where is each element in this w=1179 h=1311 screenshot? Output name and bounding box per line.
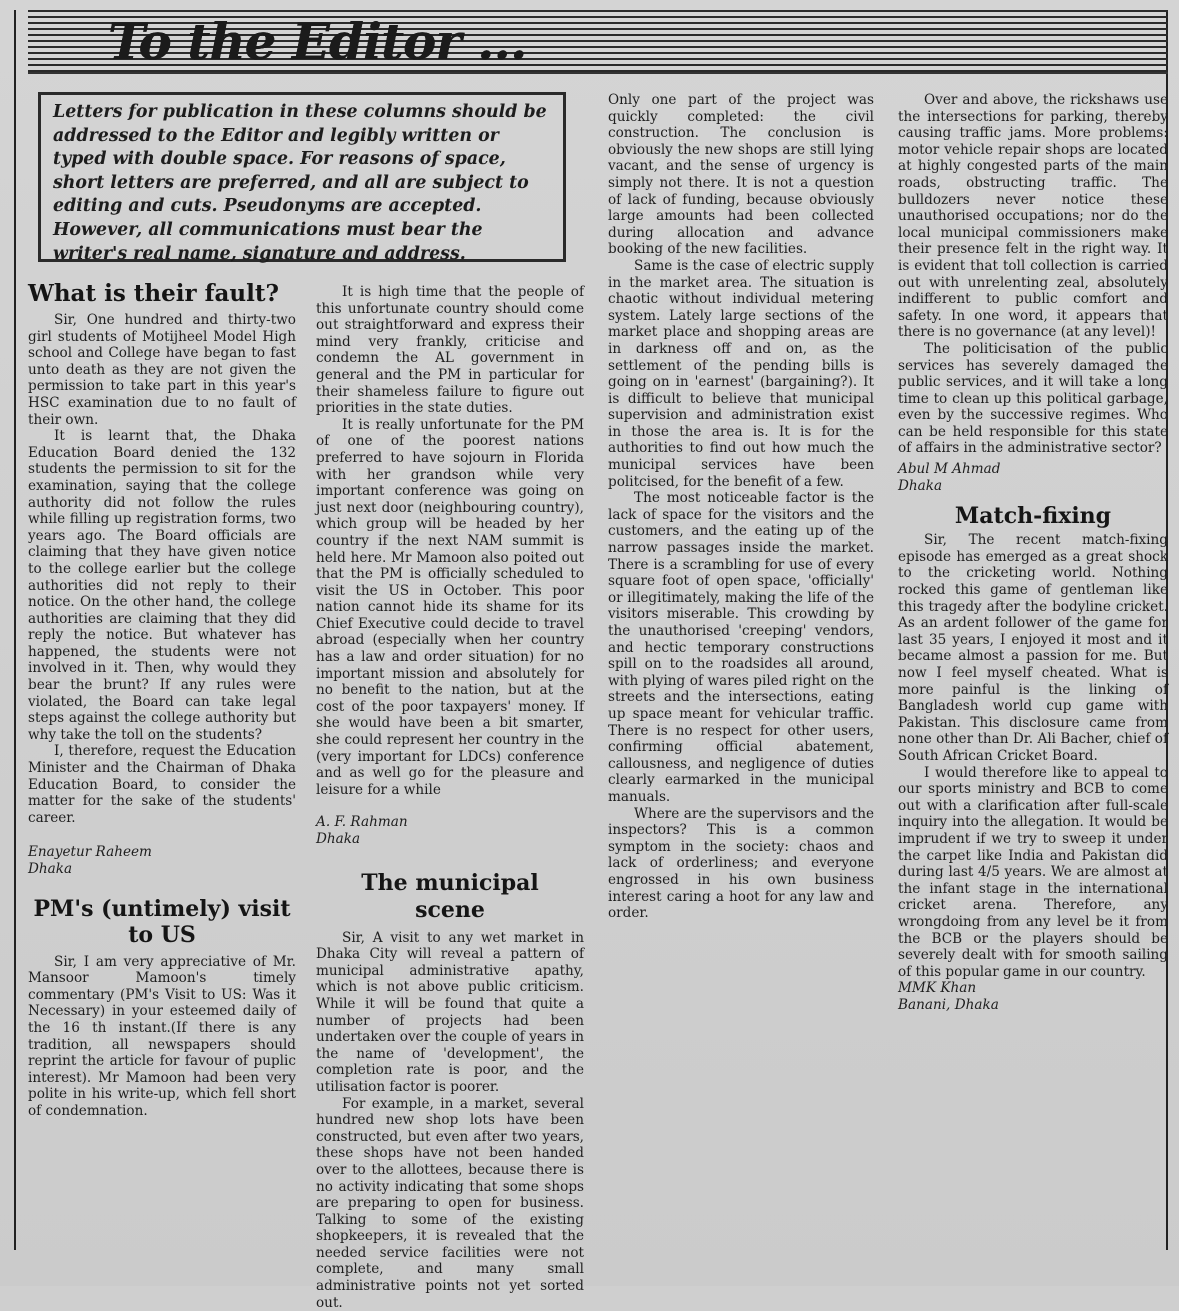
signature-place: Dhaka <box>898 477 943 494</box>
column-1 <box>28 280 296 1120</box>
letter-paragraph: I, therefore, request the Education Minister and the Chairman of Dhaka Education Board, to consider the matter for the sake of the students' career. <box>28 743 296 826</box>
letter-title-match: Match-fixing <box>954 503 1112 530</box>
letter-paragraph: I would therefore like to appeal to our sports ministry and BCB to come out with a clarification after full-scale inquiry into the allegation. It would be imprudent if we try to sweep it under the carpet like India and Pakistan did during last 4/5 years. We are almost at the infant stage in the international cricket arena. Therefore, any wrongdoing from any level be it from the BCB or the players should be severely dealt with for smooth sailing of this popular game in our country. <box>898 764 1168 980</box>
masthead-title: To the Editor ... <box>108 12 527 71</box>
signature-name: Abul M Ahmad <box>898 461 1001 478</box>
letter-paragraph-continued: Only one part of the project was quickly completed: the civil construction. The conclusion is obviously the new shops are still lying vacant, and the sense of urgency is simply not there. It is not a question of lack of funding, because obviously large amounts had been collected during allocation and advance booking of the new facilities. <box>608 92 874 258</box>
masthead-rule <box>28 72 1168 74</box>
letter-title-municipal: The municipal scene <box>361 869 539 923</box>
letter-paragraph: The politicisation of the public services has severely damaged the public services, and it will take a long time to clean up this political garbage, even by the successive regimes. Who can be held responsible for this state of affairs in the administrative sector? <box>898 340 1168 457</box>
editor-notice-box: Letters for publication in these columns should be addressed to the Editor and legibly written or typed with double space. For reasons of space, short letters are preferred, and all are subject to editing and cuts. Pseudonyms are accepted. However, all communications must bear the writer's real name, signature and address. <box>38 92 566 262</box>
signature-name: Enayetur Raheem <box>28 844 152 861</box>
letter-title-fault: What is their fault? <box>28 280 279 307</box>
masthead <box>28 10 1168 72</box>
letter-paragraph: The most noticeable factor is the lack of space for the visitors and the customers, and the eating up of the narrow passages inside the market. There is a scrambling for use of every square foot of open space, 'officially' or illegitimately, making the life of the visitors miserable. This crowding by the unauthorised 'creeping' vendors, and hectic temporary constructions spill on to the roadsides all around, with plying of wares piled right on the streets and the intersections, eating up space meant for vehicular traffic. There is no respect for other users, confirming official abatement, callousness, and negligence of duties clearly earmarked in the municipal manuals. <box>608 490 874 805</box>
letter-paragraph: Over and above, the rickshaws use the intersections for parking, thereby causing traffic jams. More problems: motor vehicle repair shops are located at highly congested parts of the main roads, obstructing traffic. The bulldozers never notice these unauthorised occupations; nor do the local municipal commissioners make their presence felt in the right way. It is evident that toll collection is carried out with unrelenting zeal, absolutely indifferent to public comfort and safety. In one word, it appears that there is no governance (at any level)! <box>898 92 1168 341</box>
signature-name: MMK Khan <box>898 980 977 997</box>
letter-paragraph: Sir, The recent match-fixing episode has emerged as a great shock to the cricketing world. Nothing rocked this game of gentleman like this tragedy after the bodyline cricket. As an ardent follower of the game for last 35 years, I enjoyed it most and it became almost a passion for me. But now I feel myself cheated. What is more painful is the linking of Bangladesh world cup game with Pakistan. This disclosure came from none other than Dr. Ali Bacher, chief of South African Cricket Board. <box>898 532 1168 764</box>
letter-paragraph: It is really unfortunate for the PM of one of the poorest nations preferred to have sojourn in Florida with her grandson while very important conference was going on just next door (neighbouring country), which group will be headed by her country if the next NAM summit is held here. Mr Mamoon also poited out that the PM is officially scheduled to visit the US in October. This poor nation cannot hide its shame for its Chief Executive could decide to travel abroad (especially when her country has a law and order situation) for no important mission and absolutely for no benefit to the nation, but at the cost of the poor taxpayers' money. If she would have been a bit smarter, she could represent her country in the (very important for LDCs) conference and as well go for the pleasure and leisure for a while <box>316 416 584 798</box>
signature-name: A. F. Rahman <box>316 814 408 831</box>
letter-paragraph: For example, in a market, several hundred new shop lots have been constructed, but even after two years, these shops have not been handed over to the allottees, because there is no activity indicating that some shops are preparing to open for business. Talking to some of the existing shopkeepers, it is revealed that the needed service facilities were not complete, and many small administrative points not yet sorted out. <box>316 1095 584 1311</box>
signature-place: Dhaka <box>316 831 361 847</box>
letter-paragraph: It is high time that the people of this unfortunate country should come out straightforward and express their mind very frankly, criticise and condemn the AL government in general and the PM in particular for their shameless failure to figure out priorities in the state duties. <box>316 284 584 417</box>
letter-paragraph: Sir, One hundred and thirty-two girl students of Motijheel Model High school and College have began to fast unto death as they are not given the permission to take part in this year's HSC examination due to no fault of their own. <box>28 312 296 428</box>
letter-paragraph: It is learnt that, the Dhaka Education Board denied the 132 students the permission to sit for the examination, saying that the college authority did not follow the rules while filling up registration forms, two years ago. The Board officials are claiming that they have given notice to the college earlier but the college authorities did not reply to their notice. On the other hand, the college authorities are claiming that they did reply the notice. But whatever has happened, the students were not involved in it. Then, why would they bear the brunt? If any rules were violated, the Board can take legal steps against the college authority but why take the toll on the students? <box>28 428 296 743</box>
letter-paragraph: Sir, A visit to any wet market in Dhaka City will reveal a pattern of municipal administrative apathy, which is not above public criticism. While it will be found that quite a number of projects had been undertaken over the couple of years in the name of 'development', the completion rate is poor, and the utilisation factor is poorer. <box>316 929 584 1095</box>
column-2 <box>316 284 584 1311</box>
signature-place: Banani, Dhaka <box>898 996 999 1013</box>
column-4 <box>898 92 1168 1013</box>
letter-paragraph: Where are the supervisors and the inspectors? This is a common symptom in the society: chaos and lack of orderliness; and everyone engrossed in his own business interest caring a hoot for any law and order. <box>608 805 874 922</box>
letter-paragraph: Same is the case of electric supply in the market area. The situation is chaotic without individual metering system. Lately large sections of the market place and shopping areas are in darkness off and on, as the settlement of the pending bills is going on in 'earnest' (bargaining?). It is difficult to believe that municipal supervision and administration exist in those the area is. It is for the authorities to find out how much the municipal services have been politcised, for the benefit of a few. <box>608 257 874 490</box>
signature-place: Dhaka <box>28 861 73 877</box>
letter-title-pm: PM's (untimely) visit to US <box>33 895 291 948</box>
letter-paragraph: Sir, I am very appreciative of Mr. Mansoor Mamoon's timely commentary (PM's Visit to US: Was it Necessary) in your esteemed daily of the 16 th instant.(If there is any tradition, all newspapers should reprint the article for favour of puplic interest). Mr Mamoon had been very polite in his write-up, which fell short of condemnation. <box>28 953 296 1119</box>
column-3 <box>608 92 874 922</box>
